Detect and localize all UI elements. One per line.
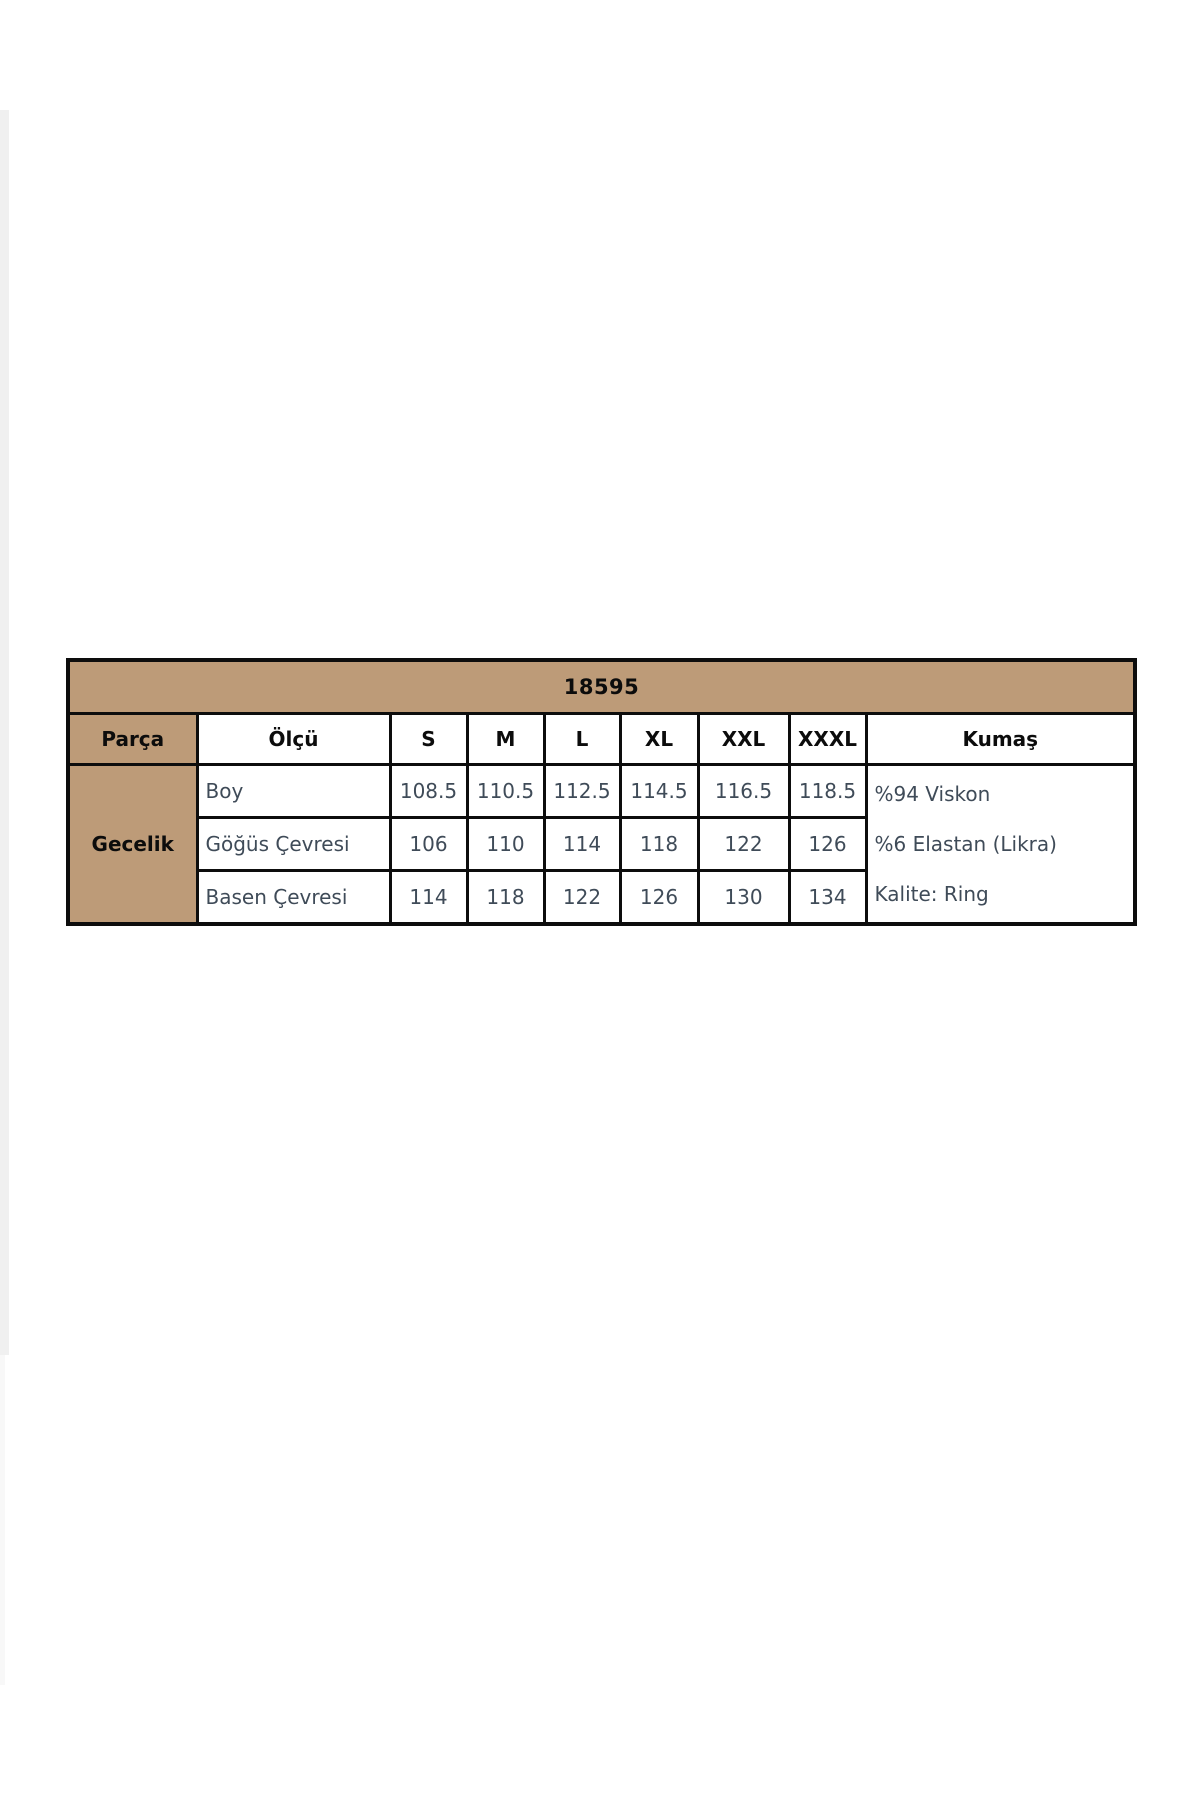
size-value-l: 122 bbox=[544, 871, 620, 925]
measure-label: Basen Çevresi bbox=[197, 871, 390, 925]
measurement-row-boy bbox=[68, 765, 1135, 818]
size-value-xxxl: 134 bbox=[789, 871, 866, 925]
part-name-cell: Gecelik bbox=[68, 765, 197, 925]
col-header-xxxl: XXXL bbox=[789, 714, 866, 765]
fabric-line-viskon: %94 Viskon bbox=[874, 782, 991, 806]
col-header-s: S bbox=[390, 714, 467, 765]
size-value-s: 106 bbox=[390, 818, 467, 871]
size-value-m: 110.5 bbox=[467, 765, 544, 818]
page-edge-strip-top bbox=[0, 110, 9, 1355]
size-value-m: 110 bbox=[467, 818, 544, 871]
fabric-info-cell bbox=[866, 765, 1135, 925]
col-header-xxl: XXL bbox=[698, 714, 789, 765]
col-header-xl: XL bbox=[620, 714, 698, 765]
size-value-xxl: 130 bbox=[698, 871, 789, 925]
fabric-info-stack bbox=[868, 769, 1134, 919]
size-value-s: 108.5 bbox=[390, 765, 467, 818]
product-code-row bbox=[68, 660, 1135, 714]
size-value-l: 112.5 bbox=[544, 765, 620, 818]
size-value-xxxl: 118.5 bbox=[789, 765, 866, 818]
col-header-parca: Parça bbox=[68, 714, 197, 765]
col-header-l: L bbox=[544, 714, 620, 765]
size-value-m: 118 bbox=[467, 871, 544, 925]
size-chart-table bbox=[66, 658, 1137, 926]
size-value-xxl: 116.5 bbox=[698, 765, 789, 818]
measure-label: Boy bbox=[197, 765, 390, 818]
size-value-xl: 114.5 bbox=[620, 765, 698, 818]
size-value-xl: 118 bbox=[620, 818, 698, 871]
size-value-xxxl: 126 bbox=[789, 818, 866, 871]
col-header-m: M bbox=[467, 714, 544, 765]
measure-label: Göğüs Çevresi bbox=[197, 818, 390, 871]
size-value-s: 114 bbox=[390, 871, 467, 925]
column-header-row bbox=[68, 714, 1135, 765]
fabric-line-kalite: Kalite: Ring bbox=[874, 882, 989, 906]
size-value-xxl: 122 bbox=[698, 818, 789, 871]
col-header-kumas: Kumaş bbox=[866, 714, 1135, 765]
product-code: 18595 bbox=[68, 660, 1135, 714]
col-header-olcu: Ölçü bbox=[197, 714, 390, 765]
size-value-xl: 126 bbox=[620, 871, 698, 925]
page-edge-strip-bottom bbox=[0, 1355, 5, 1685]
size-value-l: 114 bbox=[544, 818, 620, 871]
fabric-line-elastan: %6 Elastan (Likra) bbox=[874, 832, 1057, 856]
